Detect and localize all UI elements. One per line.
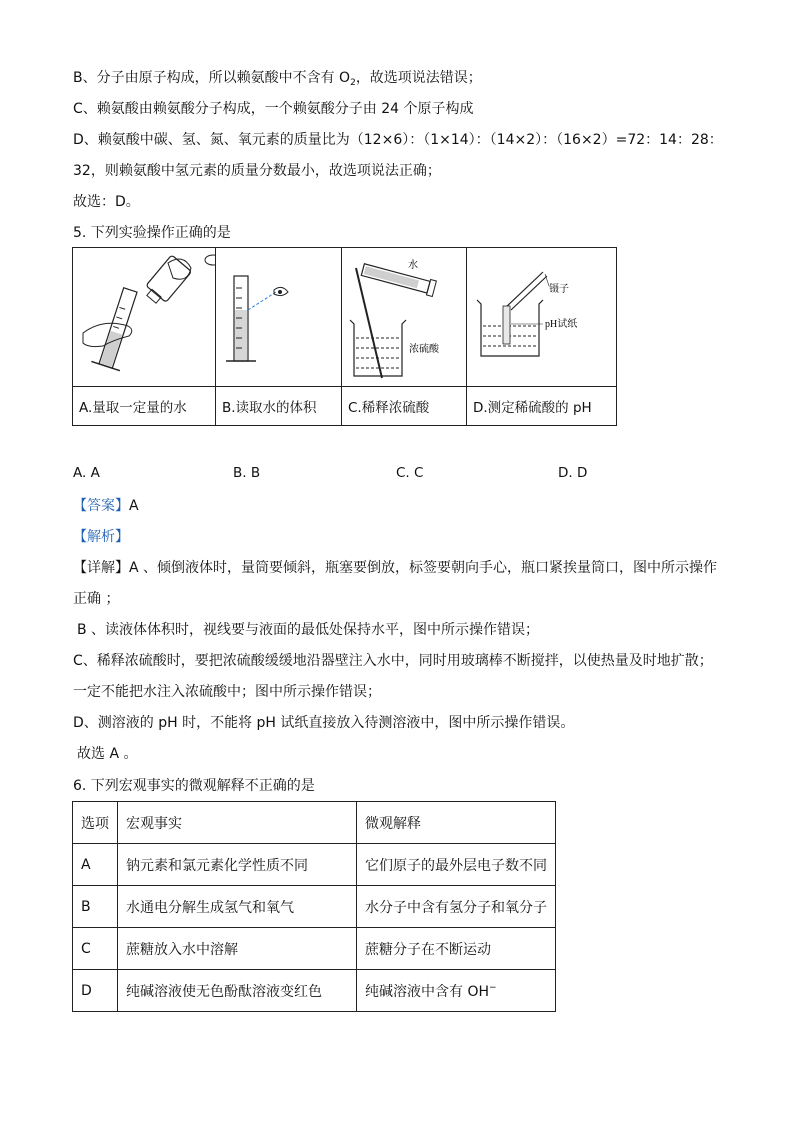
dilute-acid-illustration	[342, 248, 466, 386]
table-header-row	[73, 802, 556, 844]
detail-line-4: D、测溶液的 pH 时，不能将 pH 试纸直接放入待测溶液中，图中所示操作错误。	[73, 715, 575, 731]
read-volume-illustration	[216, 248, 341, 386]
row-option: D	[73, 970, 118, 1012]
detail-line-1b: 正确 ；	[73, 591, 120, 607]
detail-line-3: C、稀释浓硫酸时，要把浓硫酸缓缓地沿器壁注入水中，同时用玻璃棒不断搅拌，以使热量及时地扩散；	[73, 653, 713, 669]
header-option: 选项	[73, 802, 118, 844]
line-b	[73, 68, 482, 93]
line-prev-choice: 故选：D。	[73, 194, 140, 210]
detail-line-1	[73, 558, 717, 578]
table-row	[73, 886, 556, 928]
line-d2: 32，则赖氨酸中氢元素的质量分数最小，故选项说法正确；	[73, 163, 441, 179]
table-row	[73, 844, 556, 886]
row-explain: 蔗糖分子在不断运动	[357, 928, 556, 970]
row-option: A	[73, 844, 118, 886]
label-ph-paper: pH试纸	[545, 319, 578, 330]
text-b-post: ，故选项说法错误；	[355, 70, 482, 86]
row-option: B	[73, 886, 118, 928]
label-acid: 浓硫酸	[409, 344, 439, 355]
analysis-tag: 【解析】	[73, 529, 129, 545]
table-row	[73, 970, 556, 1012]
label-water: 水	[408, 260, 418, 271]
option-d: D. D	[558, 465, 588, 481]
q5-choice: 故选 A 。	[77, 746, 138, 762]
detail-1-text: A 、倾倒液体时，量筒要倾斜，瓶塞要倒放，标签要朝向手心，瓶口紧挨量筒口，图中所示操作	[129, 560, 718, 576]
row-explain-text: 纯碱溶液中含有 OH	[365, 983, 489, 1000]
row-fact: 纯碱溶液使无色酚酞溶液变红色	[118, 970, 357, 1012]
detail-line-3b: 一定不能把水注入浓硫酸中；图中所示操作错误；	[73, 684, 381, 700]
answer-value: A	[129, 498, 139, 514]
analysis-line	[73, 527, 129, 547]
header-explain: 微观解释	[357, 802, 556, 844]
header-fact: 宏观事实	[118, 802, 357, 844]
pour-liquid-illustration	[73, 248, 215, 386]
detail-line-2: B 、读液体体积时，视线要与液面的最低处保持水平，图中所示操作错误；	[77, 622, 540, 638]
detail-tag: 【详解】	[73, 560, 129, 576]
subscript-2: 2	[350, 78, 356, 88]
img-cell-b	[216, 248, 342, 387]
option-a: A. A	[73, 465, 100, 481]
row-fact: 钠元素和氯元素化学性质不同	[118, 844, 357, 886]
line-c: C、赖氨酸由赖氨酸分子构成，一个赖氨酸分子由 24 个原子构成	[73, 101, 474, 117]
caption-d: D.测定稀硫酸的 pH	[467, 387, 617, 426]
q5-title: 5. 下列实验操作正确的是	[73, 225, 231, 241]
answer-tag: 【答案】	[73, 498, 129, 514]
caption-a: A.量取一定量的水	[73, 387, 216, 426]
row-explain: 水分子中含有氢分子和氧分子	[357, 886, 556, 928]
answer-line	[73, 496, 139, 516]
caption-b: B.读取水的体积	[216, 387, 342, 426]
table-row	[73, 928, 556, 970]
row-fact: 蔗糖放入水中溶解	[118, 928, 357, 970]
experiment-table	[72, 247, 617, 426]
row-explain: 它们原子的最外层电子数不同	[357, 844, 556, 886]
row-fact: 水通电分解生成氢气和氧气	[118, 886, 357, 928]
row-explain	[357, 970, 556, 1012]
img-cell-d	[467, 248, 617, 387]
caption-c: C.稀释浓硫酸	[342, 387, 467, 426]
line-d1: D、赖氨酸中碳、氢、氮、氧元素的质量比为（12×6）：（1×14）：（14×2）：（16×2）=72：14：28：	[73, 132, 723, 148]
row-option: C	[73, 928, 118, 970]
option-c: C. C	[396, 465, 424, 481]
q6-title: 6. 下列宏观事实的微观解释不正确的是	[73, 778, 315, 794]
text-b-pre: B、分子由原子构成，所以赖氨酸中不含有 O	[73, 70, 351, 86]
macro-micro-table	[72, 801, 556, 1012]
superscript-minus: −	[489, 982, 497, 993]
img-cell-a	[73, 248, 216, 387]
option-b: B. B	[233, 465, 261, 481]
ph-test-illustration	[467, 248, 616, 386]
img-cell-c	[342, 248, 467, 387]
label-tweezers: 镊子	[549, 284, 569, 295]
